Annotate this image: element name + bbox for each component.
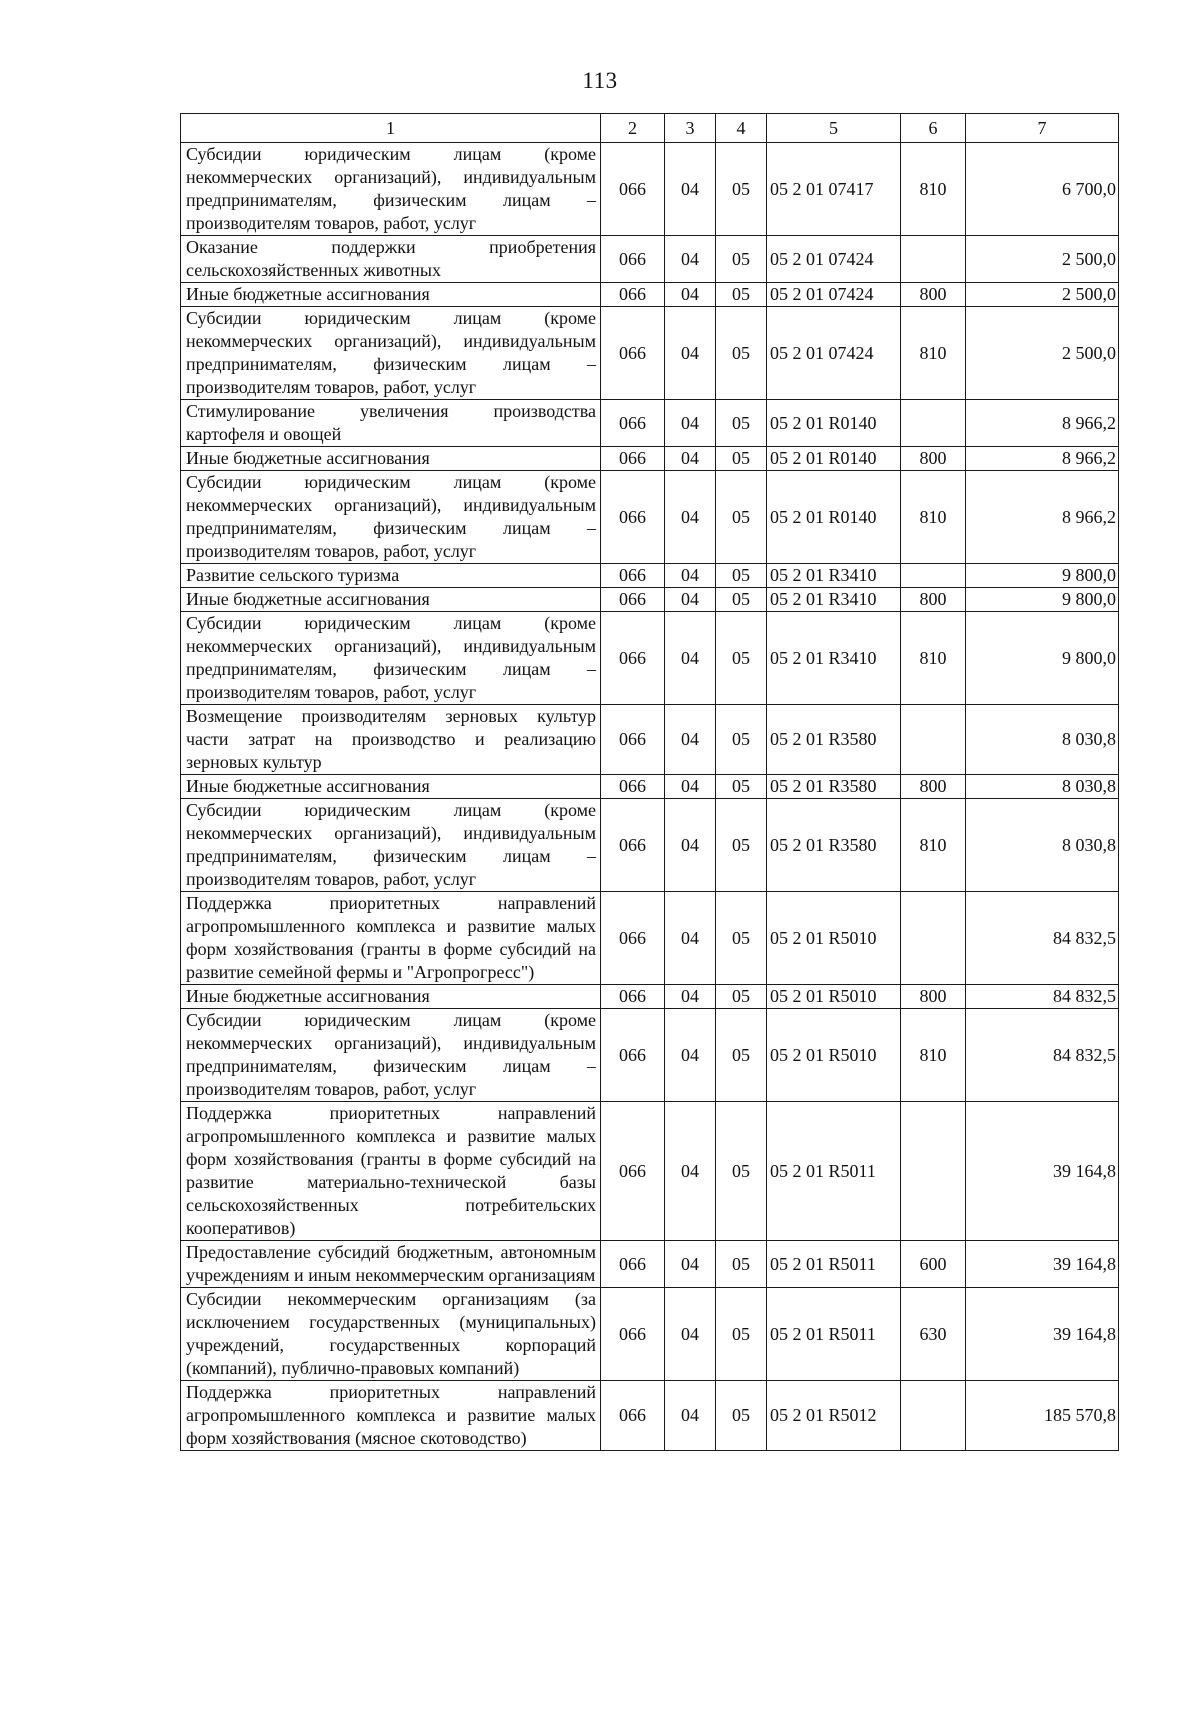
target-article-cell: 05 2 01 07424 (767, 307, 901, 400)
table-row (181, 1009, 1119, 1102)
expense-type-cell: 800 (901, 447, 966, 471)
table-row (181, 1241, 1119, 1288)
amount-cell: 2 500,0 (966, 307, 1119, 400)
item-name-cell: Поддержка приоритетных направлений агропромышленного комплекса и развитие малых форм хозяйствования (мясное скотоводство) (181, 1381, 601, 1451)
item-name-cell: Иные бюджетные ассигнования (181, 985, 601, 1009)
expense-type-cell (901, 892, 966, 985)
item-name-cell: Возмещение производителям зерновых культур части затрат на производство и реализацию зерновых культур (181, 705, 601, 775)
column-header: 2 (601, 114, 665, 143)
ministry-code-cell: 066 (601, 1288, 665, 1381)
section-code-cell: 04 (665, 143, 716, 236)
target-article-cell: 05 2 01 R3410 (767, 612, 901, 705)
subsection-code-cell: 05 (716, 985, 767, 1009)
item-name-cell: Субсидии юридическим лицам (кроме некоммерческих организаций), индивидуальным предпринимателям, физическим лицам – производителям товаров, работ, услуг (181, 143, 601, 236)
item-name-cell: Стимулирование увеличения производства картофеля и овощей (181, 400, 601, 447)
target-article-cell: 05 2 01 R5011 (767, 1102, 901, 1241)
expense-type-cell (901, 1381, 966, 1451)
ministry-code-cell: 066 (601, 143, 665, 236)
ministry-code-cell: 066 (601, 471, 665, 564)
page-number: 113 (582, 68, 618, 93)
section-code-cell: 04 (665, 1381, 716, 1451)
expense-type-cell: 810 (901, 471, 966, 564)
column-header: 6 (901, 114, 966, 143)
expense-type-cell (901, 564, 966, 588)
amount-cell: 8 966,2 (966, 447, 1119, 471)
table-row (181, 307, 1119, 400)
subsection-code-cell: 05 (716, 564, 767, 588)
amount-cell: 84 832,5 (966, 985, 1119, 1009)
target-article-cell: 05 2 01 07417 (767, 143, 901, 236)
table-row (181, 705, 1119, 775)
expense-type-cell: 800 (901, 588, 966, 612)
subsection-code-cell: 05 (716, 799, 767, 892)
section-code-cell: 04 (665, 588, 716, 612)
table-row (181, 283, 1119, 307)
table-row (181, 588, 1119, 612)
table-row (181, 471, 1119, 564)
section-code-cell: 04 (665, 799, 716, 892)
target-article-cell: 05 2 01 R0140 (767, 400, 901, 447)
column-header: 3 (665, 114, 716, 143)
subsection-code-cell: 05 (716, 775, 767, 799)
expense-type-cell: 800 (901, 985, 966, 1009)
expense-type-cell: 810 (901, 799, 966, 892)
expense-type-cell: 800 (901, 283, 966, 307)
expense-type-cell: 810 (901, 307, 966, 400)
table-row (181, 400, 1119, 447)
target-article-cell: 05 2 01 R5012 (767, 1381, 901, 1451)
subsection-code-cell: 05 (716, 1381, 767, 1451)
target-article-cell: 05 2 01 07424 (767, 283, 901, 307)
subsection-code-cell: 05 (716, 705, 767, 775)
table-row (181, 892, 1119, 985)
item-name-cell: Субсидии юридическим лицам (кроме некоммерческих организаций), индивидуальным предпринимателям, физическим лицам – производителям товаров, работ, услуг (181, 612, 601, 705)
ministry-code-cell: 066 (601, 775, 665, 799)
subsection-code-cell: 05 (716, 471, 767, 564)
table-row (181, 447, 1119, 471)
item-name-cell: Субсидии некоммерческим организациям (за исключением государственных (муниципальных) учреждений, государственных корпораций (компаний), публично-правовых компаний) (181, 1288, 601, 1381)
ministry-code-cell: 066 (601, 1009, 665, 1102)
section-code-cell: 04 (665, 612, 716, 705)
column-header: 7 (966, 114, 1119, 143)
budget-table (180, 113, 1119, 1451)
target-article-cell: 05 2 01 R5011 (767, 1241, 901, 1288)
subsection-code-cell: 05 (716, 283, 767, 307)
ministry-code-cell: 066 (601, 1241, 665, 1288)
amount-cell: 9 800,0 (966, 588, 1119, 612)
expense-type-cell: 810 (901, 143, 966, 236)
column-header: 4 (716, 114, 767, 143)
section-code-cell: 04 (665, 892, 716, 985)
target-article-cell: 05 2 01 R3580 (767, 775, 901, 799)
subsection-code-cell: 05 (716, 892, 767, 985)
section-code-cell: 04 (665, 564, 716, 588)
amount-cell: 8 030,8 (966, 705, 1119, 775)
ministry-code-cell: 066 (601, 283, 665, 307)
amount-cell: 84 832,5 (966, 892, 1119, 985)
table-row (181, 1381, 1119, 1451)
section-code-cell: 04 (665, 775, 716, 799)
section-code-cell: 04 (665, 1288, 716, 1381)
ministry-code-cell: 066 (601, 612, 665, 705)
table-row (181, 564, 1119, 588)
amount-cell: 39 164,8 (966, 1102, 1119, 1241)
table-row (181, 1102, 1119, 1241)
item-name-cell: Развитие сельского туризма (181, 564, 601, 588)
item-name-cell: Оказание поддержки приобретения сельскохозяйственных животных (181, 236, 601, 283)
item-name-cell: Поддержка приоритетных направлений агропромышленного комплекса и развитие малых форм хозяйствования (гранты в форме субсидий на развитие материально-технической базы сельскохозяйственных потребительских кооперативов) (181, 1102, 601, 1241)
subsection-code-cell: 05 (716, 143, 767, 236)
section-code-cell: 04 (665, 1102, 716, 1241)
ministry-code-cell: 066 (601, 400, 665, 447)
amount-cell: 185 570,8 (966, 1381, 1119, 1451)
expense-type-cell (901, 1102, 966, 1241)
item-name-cell: Иные бюджетные ассигнования (181, 588, 601, 612)
expense-type-cell: 810 (901, 1009, 966, 1102)
expense-type-cell (901, 236, 966, 283)
section-code-cell: 04 (665, 1009, 716, 1102)
amount-cell: 9 800,0 (966, 564, 1119, 588)
ministry-code-cell: 066 (601, 307, 665, 400)
section-code-cell: 04 (665, 307, 716, 400)
subsection-code-cell: 05 (716, 1288, 767, 1381)
table-row (181, 1288, 1119, 1381)
item-name-cell: Иные бюджетные ассигнования (181, 775, 601, 799)
amount-cell: 8 966,2 (966, 400, 1119, 447)
amount-cell: 39 164,8 (966, 1288, 1119, 1381)
subsection-code-cell: 05 (716, 588, 767, 612)
target-article-cell: 05 2 01 R5011 (767, 1288, 901, 1381)
item-name-cell: Субсидии юридическим лицам (кроме некоммерческих организаций), индивидуальным предпринимателям, физическим лицам – производителям товаров, работ, услуг (181, 471, 601, 564)
table-row (181, 775, 1119, 799)
expense-type-cell (901, 705, 966, 775)
amount-cell: 2 500,0 (966, 236, 1119, 283)
item-name-cell: Поддержка приоритетных направлений агропромышленного комплекса и развитие малых форм хозяйствования (гранты в форме субсидий на развитие семейной фермы и "Агропрогресс") (181, 892, 601, 985)
item-name-cell: Иные бюджетные ассигнования (181, 283, 601, 307)
table-row (181, 985, 1119, 1009)
ministry-code-cell: 066 (601, 985, 665, 1009)
amount-cell: 8 030,8 (966, 799, 1119, 892)
subsection-code-cell: 05 (716, 400, 767, 447)
item-name-cell: Иные бюджетные ассигнования (181, 447, 601, 471)
target-article-cell: 05 2 01 R3580 (767, 705, 901, 775)
section-code-cell: 04 (665, 1241, 716, 1288)
subsection-code-cell: 05 (716, 447, 767, 471)
target-article-cell: 05 2 01 R0140 (767, 447, 901, 471)
target-article-cell: 05 2 01 R5010 (767, 1009, 901, 1102)
amount-cell: 2 500,0 (966, 283, 1119, 307)
column-header: 1 (181, 114, 601, 143)
ministry-code-cell: 066 (601, 705, 665, 775)
expense-type-cell: 630 (901, 1288, 966, 1381)
table-row (181, 143, 1119, 236)
expense-type-cell (901, 400, 966, 447)
ministry-code-cell: 066 (601, 1102, 665, 1241)
table-row (181, 799, 1119, 892)
column-header: 5 (767, 114, 901, 143)
ministry-code-cell: 066 (601, 799, 665, 892)
section-code-cell: 04 (665, 283, 716, 307)
subsection-code-cell: 05 (716, 612, 767, 705)
subsection-code-cell: 05 (716, 236, 767, 283)
section-code-cell: 04 (665, 400, 716, 447)
amount-cell: 84 832,5 (966, 1009, 1119, 1102)
ministry-code-cell: 066 (601, 1381, 665, 1451)
section-code-cell: 04 (665, 447, 716, 471)
amount-cell: 8 966,2 (966, 471, 1119, 564)
section-code-cell: 04 (665, 985, 716, 1009)
table-header-row (181, 114, 1119, 143)
target-article-cell: 05 2 01 R0140 (767, 471, 901, 564)
target-article-cell: 05 2 01 R3410 (767, 564, 901, 588)
item-name-cell: Субсидии юридическим лицам (кроме некоммерческих организаций), индивидуальным предпринимателям, физическим лицам – производителям товаров, работ, услуг (181, 799, 601, 892)
target-article-cell: 05 2 01 R3410 (767, 588, 901, 612)
amount-cell: 39 164,8 (966, 1241, 1119, 1288)
amount-cell: 6 700,0 (966, 143, 1119, 236)
target-article-cell: 05 2 01 07424 (767, 236, 901, 283)
section-code-cell: 04 (665, 236, 716, 283)
table-row (181, 236, 1119, 283)
table-row (181, 612, 1119, 705)
section-code-cell: 04 (665, 471, 716, 564)
item-name-cell: Субсидии юридическим лицам (кроме некоммерческих организаций), индивидуальным предпринимателям, физическим лицам – производителям товаров, работ, услуг (181, 1009, 601, 1102)
item-name-cell: Субсидии юридическим лицам (кроме некоммерческих организаций), индивидуальным предпринимателям, физическим лицам – производителям товаров, работ, услуг (181, 307, 601, 400)
ministry-code-cell: 066 (601, 447, 665, 471)
item-name-cell: Предоставление субсидий бюджетным, автономным учреждениям и иным некоммерческим организациям (181, 1241, 601, 1288)
section-code-cell: 04 (665, 705, 716, 775)
amount-cell: 9 800,0 (966, 612, 1119, 705)
subsection-code-cell: 05 (716, 1241, 767, 1288)
ministry-code-cell: 066 (601, 588, 665, 612)
subsection-code-cell: 05 (716, 1102, 767, 1241)
expense-type-cell: 800 (901, 775, 966, 799)
target-article-cell: 05 2 01 R3580 (767, 799, 901, 892)
subsection-code-cell: 05 (716, 307, 767, 400)
expense-type-cell: 810 (901, 612, 966, 705)
ministry-code-cell: 066 (601, 892, 665, 985)
subsection-code-cell: 05 (716, 1009, 767, 1102)
expense-type-cell: 600 (901, 1241, 966, 1288)
target-article-cell: 05 2 01 R5010 (767, 892, 901, 985)
target-article-cell: 05 2 01 R5010 (767, 985, 901, 1009)
ministry-code-cell: 066 (601, 564, 665, 588)
amount-cell: 8 030,8 (966, 775, 1119, 799)
ministry-code-cell: 066 (601, 236, 665, 283)
